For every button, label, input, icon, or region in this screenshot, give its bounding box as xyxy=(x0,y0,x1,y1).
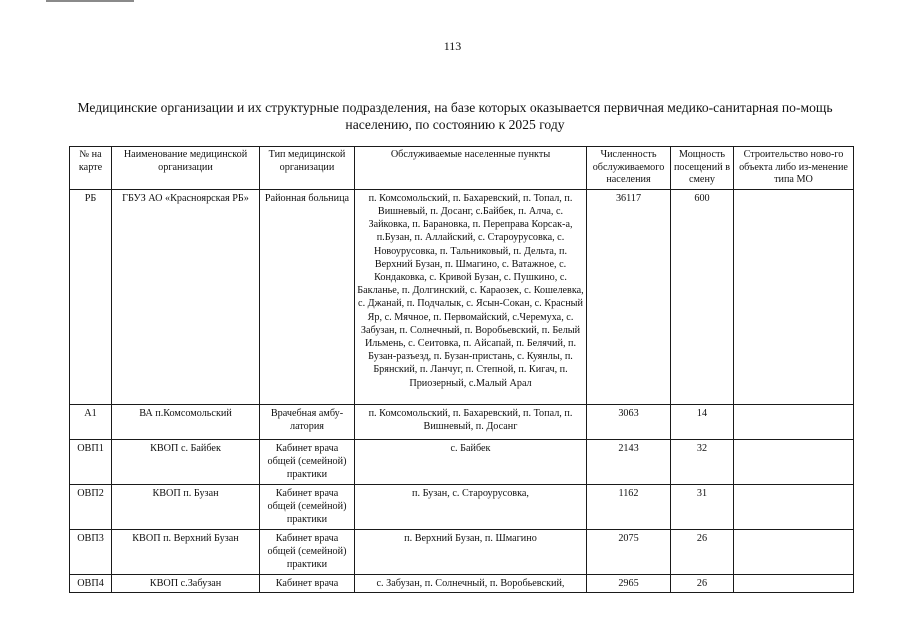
cell-organization-name: КВОП п. Бузан xyxy=(112,484,260,529)
cell-organization-name: КВОП с.Забузан xyxy=(112,574,260,592)
medical-organizations-table xyxy=(69,146,854,593)
cell-map-number: ОВП4 xyxy=(70,574,112,592)
header-visit-capacity: Мощность посещений в смену xyxy=(671,147,734,190)
cell-served-settlements: п. Бузан, с. Староурусовка, xyxy=(355,484,587,529)
cell-organization-type: Кабинет врача общей (семейной) практики xyxy=(260,439,355,484)
cell-visit-capacity: 14 xyxy=(671,404,734,439)
cell-population: 2143 xyxy=(587,439,671,484)
cell-served-settlements: п. Комсомольский, п. Бахаревский, п. Топал, п. Вишневый, п. Досанг, с.Байбек, п. Алча, с. Зайковка, п. Барановка, п. Переправа Корсак-а, п.Бузан, п. Аллайский, с. Староурусовка, с. Новоурусовка, п. Тальниковый, п. Дельта, п. Верхний Бузан, п. Шмагино, с. Ватажное, с. Кондаковка, с. Кривой Бузан, с. Пушкино, с. Бакланье, п. Долгинский, с. Караозек, с. Кошелевка, с. Джанай, п. Подчалык, с. Ясын-Сокан, с. Красный Яр, с. Мячное, п. Первомайский, с.Черемуха, с. Забузан, п. Солнечный, п. Воробьевский, п. Белый Ильмень, с. Сеитовка, п. Айсапай, п. Белячий, п. Бузан-разъезд, п. Бузан-пристань, с. Куянлы, п. Брянский, п. Ланчуг, п. Степной, п. Кигач, п. Приозерный, с.Малый Арал xyxy=(355,189,587,404)
cell-served-settlements: с. Забузан, п. Солнечный, п. Воробьевский, xyxy=(355,574,587,592)
cell-visit-capacity: 31 xyxy=(671,484,734,529)
cell-served-settlements: п. Комсомольский, п. Бахаревский, п. Топал, п. Вишневый, п. Досанг xyxy=(355,404,587,439)
cell-construction xyxy=(734,189,854,404)
cell-construction xyxy=(734,484,854,529)
cell-map-number: ОВП1 xyxy=(70,439,112,484)
cell-visit-capacity: 32 xyxy=(671,439,734,484)
cell-population: 1162 xyxy=(587,484,671,529)
cell-organization-type: Районная больница xyxy=(260,189,355,404)
header-organization-type: Тип медицинской организации xyxy=(260,147,355,190)
cell-organization-type: Кабинет врача xyxy=(260,574,355,592)
cell-organization-name: КВОП с. Байбек xyxy=(112,439,260,484)
cell-organization-name: КВОП п. Верхний Бузан xyxy=(112,529,260,574)
cell-organization-name: ГБУЗ АО «Красноярская РБ» xyxy=(112,189,260,404)
cell-visit-capacity: 26 xyxy=(671,529,734,574)
cell-population: 36117 xyxy=(587,189,671,404)
table-row xyxy=(70,529,854,574)
cell-organization-type: Кабинет врача общей (семейной) практики xyxy=(260,484,355,529)
cell-construction xyxy=(734,574,854,592)
header-construction: Строительство ново-го объекта либо из-менение типа МО xyxy=(734,147,854,190)
cell-visit-capacity: 600 xyxy=(671,189,734,404)
table-header xyxy=(70,147,854,190)
cell-organization-type: Врачебная амбу-латория xyxy=(260,404,355,439)
cell-construction xyxy=(734,404,854,439)
page-number: 113 xyxy=(443,39,462,53)
table-row xyxy=(70,484,854,529)
document-title: Медицинские организации и их структурные подразделения, на базе которых оказывается первичная медико-санитарная по-мощь населению, по состоянию к 2025 году xyxy=(77,100,833,132)
cell-construction xyxy=(734,529,854,574)
cell-construction xyxy=(734,439,854,484)
cell-population: 3063 xyxy=(587,404,671,439)
cell-map-number: ОВП3 xyxy=(70,529,112,574)
table-row xyxy=(70,574,854,592)
table-header-row xyxy=(70,147,854,190)
cell-visit-capacity: 26 xyxy=(671,574,734,592)
cell-organization-type: Кабинет врача общей (семейной) практики xyxy=(260,529,355,574)
cell-map-number: ОВП2 xyxy=(70,484,112,529)
cell-population: 2075 xyxy=(587,529,671,574)
cell-map-number: РБ xyxy=(70,189,112,404)
header-organization-name: Наименование медицинской организации xyxy=(112,147,260,190)
cell-served-settlements: п. Верхний Бузан, п. Шмагино xyxy=(355,529,587,574)
header-map-number: № на карте xyxy=(70,147,112,190)
table-row xyxy=(70,404,854,439)
table-row xyxy=(70,439,854,484)
top-rule xyxy=(46,0,134,2)
header-served-settlements: Обслуживаемые населенные пункты xyxy=(355,147,587,190)
cell-map-number: А1 xyxy=(70,404,112,439)
cell-population: 2965 xyxy=(587,574,671,592)
cell-organization-name: ВА п.Комсомольский xyxy=(112,404,260,439)
header-population: Численность обслуживаемого населения xyxy=(587,147,671,190)
table-row xyxy=(70,189,854,404)
cell-served-settlements: с. Байбек xyxy=(355,439,587,484)
